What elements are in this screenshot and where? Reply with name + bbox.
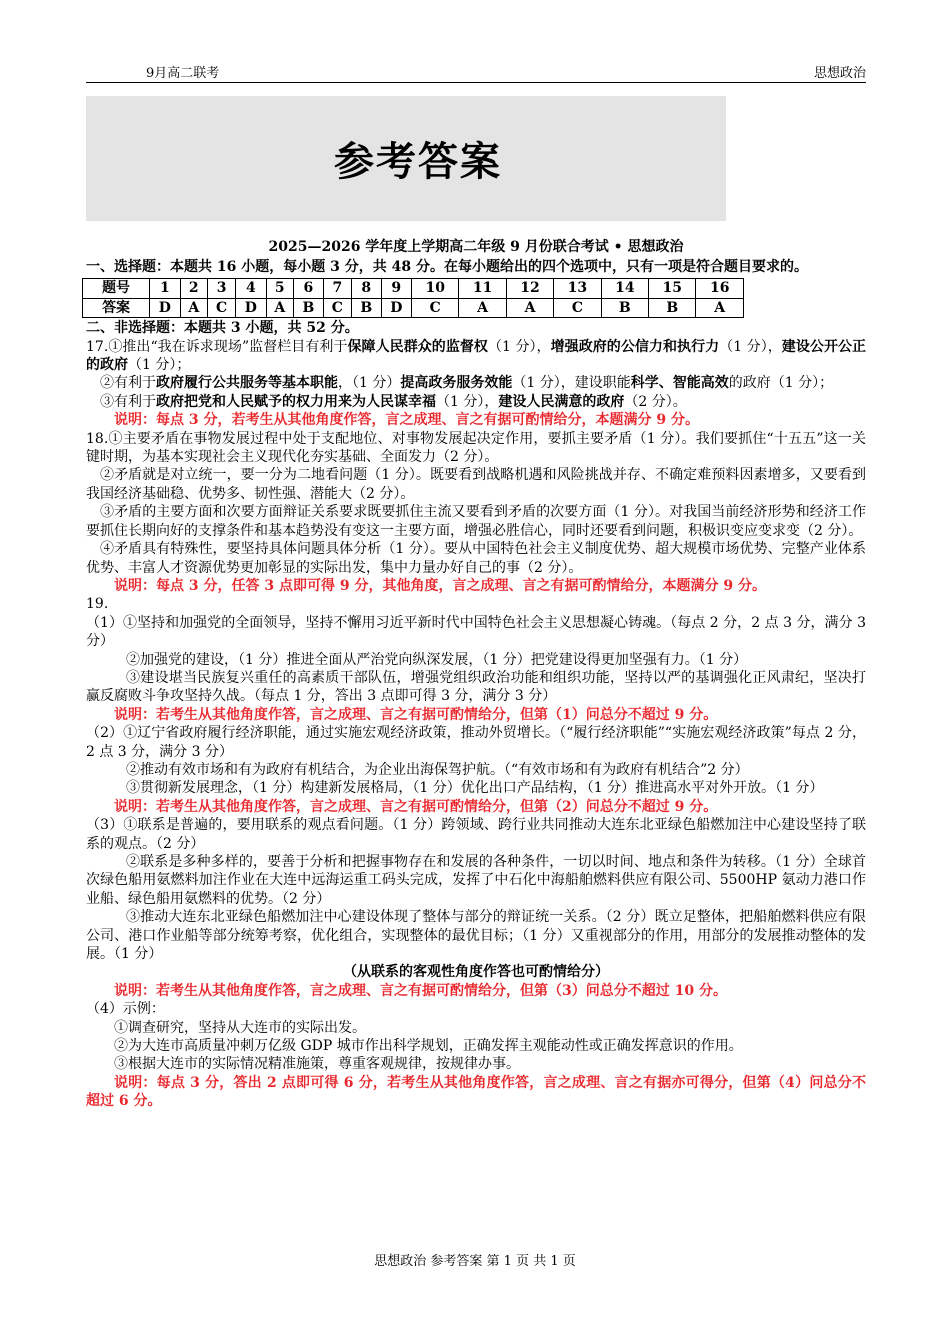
table-row-label: 答案: [83, 298, 150, 317]
banner-title: 参考答案: [334, 138, 502, 185]
answer-table-answer-row: [83, 298, 744, 317]
header-left: 9月高二联考: [146, 66, 220, 81]
q17-note: 说明：每点 3 分，若考生从其他角度作答，言之成理、言之有据可酌情给分，本题满分 9 分。: [114, 412, 699, 429]
q19-part4-point3: ③根据大连市的实际情况精准施策，尊重客观规律，按规律办事。: [114, 1056, 520, 1073]
question-number-cell: 9: [381, 279, 411, 298]
title-banner: [86, 96, 726, 221]
q19-part1-point3: ③建设堪当民族复兴重任的高素质干部队伍，增强党组织政治功能和组织功能，坚持以严的基调强化正风肃纪，坚决打赢反腐败斗争攻坚持久战。（每点 1 分，答出 3 点即可得 3 分，满分 3 分）: [86, 669, 866, 705]
question-number-cell: 4: [236, 279, 266, 298]
answer-cell: D: [381, 298, 411, 317]
page-header: [86, 60, 866, 83]
question-number-cell: 16: [696, 279, 744, 298]
question-number-cell: 5: [266, 279, 293, 298]
question-number-cell: 2: [180, 279, 207, 298]
q19-part1-point2: ②加强党的建设，（1 分）推进全面从严治党向纵深发展，（1 分）把党建设得更加坚强有力。（1 分）: [126, 651, 748, 668]
question-number-cell: 3: [208, 279, 236, 298]
answer-cell: C: [412, 298, 459, 317]
question-number-cell: 12: [506, 279, 553, 298]
q19-part1-note: 说明：若考生从其他角度作答，言之成理、言之有据可酌情给分，但第（1）问总分不超过 9 分。: [114, 706, 718, 723]
answer-cell: C: [208, 298, 236, 317]
q19-part4-point2: ②为大连市高质量冲刺万亿级 GDP 城市作出科学规划，正确发挥主观能动性或正确发挥意识的作用。: [114, 1038, 743, 1055]
q17-point3: ③有利于政府把党和人民赋予的权力用来为人民谋幸福（1 分），建设人民满意的政府（2 分）。: [100, 393, 687, 410]
q18-point2: ②矛盾就是对立统一，要一分为二地看问题（1 分）。既要看到战略机遇和风险挑战并存、不确定难预料因素增多，又要看到我国经济基础稳、优势多、韧性强、潜能大（2 分）。: [86, 467, 866, 502]
answer-cell: A: [506, 298, 553, 317]
question-number-cell: 7: [323, 279, 351, 298]
q19-part3-point1: （3）①联系是普遍的，要用联系的观点看问题。（1 分）跨领域、跨行业共同推动大连东北亚绿色船燃加注中心建设坚持了联系的观点。（2 分）: [86, 817, 866, 852]
answer-cell: A: [696, 298, 744, 317]
question-number-cell: 11: [459, 279, 506, 298]
answer-cell: A: [266, 298, 293, 317]
answer-cell: C: [554, 298, 601, 317]
section2-heading: 二、非选择题：本题共 3 小题，共 52 分。: [86, 320, 359, 337]
q19-part3-note: 说明：若考生从其他角度作答，言之成理、言之有据可酌情给分，但第（3）问总分不超过 10 分。: [114, 982, 727, 999]
answer-cell: D: [236, 298, 266, 317]
question-number-cell: 14: [601, 279, 648, 298]
answer-cell: B: [601, 298, 648, 317]
q17-point2: ②有利于政府履行公共服务等基本职能，（1 分）提高政务服务效能（1 分），建设职能科学、智能高效的政府（1 分）；: [100, 375, 834, 392]
section1-heading: 一、选择题：本题共 16 小题，每小题 3 分，共 48 分。在每小题给出的四个选项中，只有一项是符合题目要求的。: [86, 259, 808, 275]
q19-part3-point2: ②联系是多种多样的，要善于分析和把握事物存在和发展的各种条件，一切以时间、地点和条件为转移。（1 分）全球首次绿色船用氨燃料加注作业在大连中远海运重工码头完成，发挥了中石化中海船舶燃料供应有限公司、5500HP 氨动力港口作业船、绿色船用氨燃料的优势。（2 分）: [86, 854, 866, 907]
table-row-label: 题号: [83, 279, 150, 298]
answer-cell: A: [459, 298, 506, 317]
answer-cell: B: [649, 298, 696, 317]
q18-note: 说明：每点 3 分，任答 3 点即可得 9 分，其他角度，言之成理、言之有据可酌情给分，本题满分 9 分。: [114, 577, 766, 594]
question-number-cell: 15: [649, 279, 696, 298]
question-number-cell: 1: [150, 279, 180, 298]
question-number-cell: 6: [294, 279, 324, 298]
q19-part3-extra: （从联系的客观性角度作答也可酌情给分）: [343, 964, 609, 981]
q19-part4-point1: ①调查研究，坚持从大连市的实际出发。: [114, 1019, 366, 1036]
q19-part3-point3: ③推动大连东北亚绿色船燃加注中心建设体现了整体与部分的辩证统一关系。（2 分）既立足整体，把船舶燃料供应有限公司、港口作业船等部分统筹考察，优化组合，实现整体的最优目标；（1 分）又重视部分的作用，用部分的发展推动整体的发展。（1 分）: [86, 909, 866, 963]
q17-point1: 17.①推出“我在诉求现场”监督栏目有利于保障人民群众的监督权（1 分），增强政府的公信力和执行力（1 分），建设公开公正的政府（1 分）；: [86, 338, 867, 374]
answer-body: [86, 258, 866, 1111]
answer-cell: D: [150, 298, 180, 317]
q18-point3: ③矛盾的主要方面和次要方面辩证关系要求既要抓住主流又要看到矛盾的次要方面（1 分）。对我国当前经济形势和经济工作要抓住长期向好的支撑条件和基本趋势没有变这一主要方面，增强必胜信心，同时还要看到问题，积极识变应变求变（2 分）。: [86, 504, 866, 539]
q19-part4-heading: （4）示例：: [86, 1001, 165, 1018]
page-footer: 思想政治 参考答案 第 1 页 共 1 页: [374, 1254, 576, 1269]
q19-part2-point2: ②推动有效市场和有为政府有机结合，为企业出海保驾护航。（“有效市场和有为政府有机结合”2 分）: [126, 761, 749, 778]
q19-part2-point3: ③贯彻新发展理念，（1 分）构建新发展格局，（1 分）优化出口产品结构，（1 分）推进高水平对外开放。（1 分）: [126, 780, 824, 797]
q19-part2-point1: （2）①辽宁省政府履行经济职能，通过实施宏观经济政策，推动外贸增长。（“履行经济职能”“实施宏观经济政策”每点 2 分，2 点 3 分，满分 3 分）: [86, 725, 866, 760]
answer-cell: B: [351, 298, 381, 317]
answer-cell: A: [180, 298, 207, 317]
answer-cell: C: [323, 298, 351, 317]
q18-point1: 18.①主要矛盾在事物发展过程中处于支配地位、对事物发展起决定作用，要抓主要矛盾（1 分）。我们要抓住“十五五”这一关键时期，为基本实现社会主义现代化夯实基础、全面发力（2 分）。: [86, 430, 866, 466]
q18-point4: ④矛盾具有特殊性，要坚持具体问题具体分析（1 分）。要从中国特色社会主义制度优势、超大规模市场优势、完整产业体系优势、丰富人才资源优势更加彰显的实际出发，集中力量办好自己的事（2 分）。: [86, 541, 866, 576]
question-number-cell: 13: [554, 279, 601, 298]
q19-part1-point1: （1）①坚持和加强党的全面领导，坚持不懈用习近平新时代中国特色社会主义思想凝心铸魂。（每点 2 分，2 点 3 分，满分 3 分）: [86, 614, 866, 650]
q19-number: 19.: [86, 596, 109, 613]
exam-title: 2025—2026 学年度上学期高二年级 9 月份联合考试 • 思想政治: [268, 239, 684, 255]
answer-table-number-row: [83, 279, 744, 298]
answer-cell: B: [294, 298, 324, 317]
question-number-cell: 8: [351, 279, 381, 298]
header-right: 思想政治: [813, 66, 866, 81]
answer-table: [82, 278, 744, 318]
q19-part4-note: 说明：每点 3 分，答出 2 点即可得 6 分，若考生从其他角度作答，言之成理、言之有据亦可得分，但第（4）问总分不超过 6 分。: [86, 1074, 866, 1110]
question-number-cell: 10: [412, 279, 459, 298]
q19-part2-note: 说明：若考生从其他角度作答，言之成理、言之有据可酌情给分，但第（2）问总分不超过 9 分。: [114, 798, 718, 815]
